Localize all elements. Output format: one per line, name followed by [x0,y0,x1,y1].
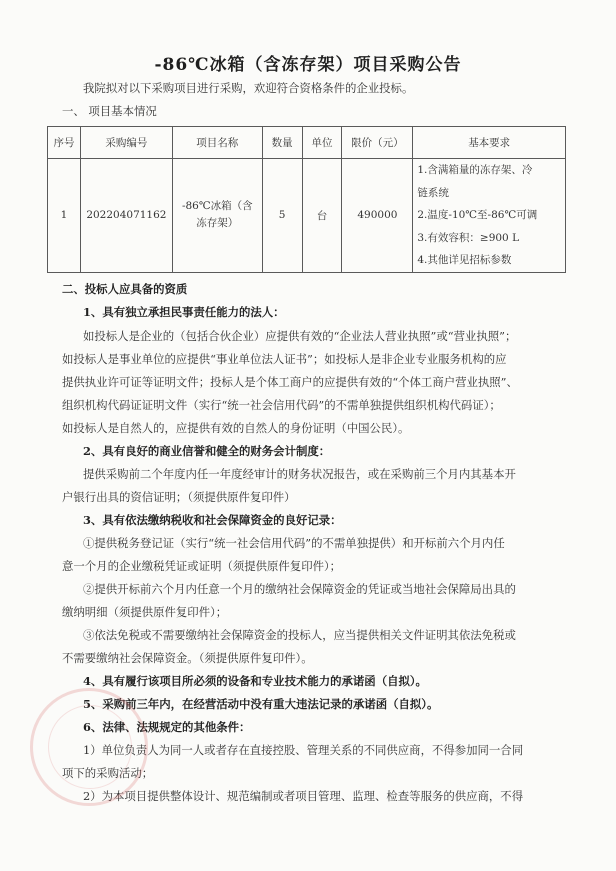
cell-quantity: 5 [262,159,302,273]
q3-line: ③依法免税或不需要缴纳社会保障资金的投标人，应当提供相关文件证明其依法免税或 [83,628,516,642]
q1-line: 提供执业许可证等证明文件；投标人是个体工商户的应提供有效的“个体工商户营业执照”、 [62,375,518,389]
cell-name-line: -86℃冰箱（含 [181,200,253,213]
q1-line: 如投标人是事业单位的应提供“事业单位法人证书”；如投标人是非企业专业服务机构的应 [62,352,507,366]
requirement-line: 2.温度-10℃至-86℃可调 [417,209,538,221]
q1-heading: 1、具有独立承担民事责任能力的法人： [83,305,285,319]
requirement-line: 4.其他详见招标参数 [417,254,512,266]
q2-line: 户银行出具的资信证明；（须提供原件复印件） [62,490,296,504]
cell-index: 1 [48,159,81,273]
header-unit: 单位 [302,127,342,159]
q2-line: 提供采购前二个年度内任一年度经审计的财务状况报告，或在采购前三个月内其基本开 [83,467,516,481]
table-row [48,159,566,273]
header-price: 限价（元） [342,127,413,159]
cell-price: 490000 [342,159,413,273]
q3-line: ②提供开标前六个月内任意一个月的缴纳社会保障资金的凭证或当地社会保障局出具的 [83,582,516,596]
q6-line: 1）单位负责人为同一人或者存在直接控股、管理关系的不同供应商，不得参加同一合同 [83,743,524,757]
q1-line: 如投标人是企业的（包括合伙企业）应提供有效的“企业法人营业执照”或“营业执照”； [83,329,517,343]
project-table [47,126,566,273]
header-requirements: 基本要求 [413,127,566,159]
q3-heading: 3、具有依法缴纳税收和社会保障资金的良好记录： [83,513,342,527]
q6-line: 2）为本项目提供整体设计、规范编制或者项目管理、监理、检查等服务的供应商，不得 [83,789,524,803]
q3-line: 不需要缴纳社会保障资金。（须提供原件复印件）。 [62,651,313,665]
q2-heading: 2、具有良好的商业信誉和健全的财务会计制度： [83,444,331,458]
header-code: 采购编号 [80,127,172,159]
table-header-row [48,127,566,159]
q6-heading: 6、法律、法规规定的其他条件： [83,720,251,734]
cell-code: 202204071162 [80,159,172,273]
section2-heading: 二、投标人应具备的资质 [62,282,188,296]
q3-line: ①提供税务登记证（实行“统一社会信用代码”的不需单独提供）和开标前六个月内任 [83,536,505,550]
q5-heading: 5、采购前三年内，在经营活动中没有重大违法记录的承诺函（自拟）。 [83,697,439,711]
q6-line: 项下的采购活动； [62,766,154,780]
seal-stamp-inner-ring [48,705,132,789]
q4-heading: 4、具有履行该项目所必须的设备和专业技术能力的承诺函（自拟）。 [83,674,427,688]
requirement-line: 1.含满箱量的冻存架、冷 [417,164,533,176]
cell-requirements [413,159,566,273]
cell-name-line: 冻存架） [196,217,239,230]
q1-line: 组织机构代码证证明文件（实行“统一社会信用代码”的不需单独提供组织机构代码证）； [62,398,501,412]
page-title: -86℃冰箱（含冻存架）项目采购公告 [154,55,462,75]
header-quantity: 数量 [262,127,302,159]
requirement-line: 链系统 [417,186,449,199]
section1-heading: 一、 项目基本情况 [62,104,157,118]
header-name: 项目名称 [172,127,262,159]
cell-name [172,159,262,273]
intro-text: 我院拟对以下采购项目进行采购，欢迎符合资格条件的企业投标。 [83,81,414,95]
q1-line: 如投标人是自然人的，应提供有效的自然人的身份证明（中国公民）。 [62,421,410,435]
q3-line: 意一个月的企业缴税凭证或证明（须提供原件复印件）； [62,559,342,573]
requirement-line: 3.有效容积：≥900 L [417,231,520,244]
cell-unit: 台 [302,159,342,273]
header-index: 序号 [48,127,81,159]
q3-line: 缴纳明细（须提供原件复印件）； [62,605,228,619]
